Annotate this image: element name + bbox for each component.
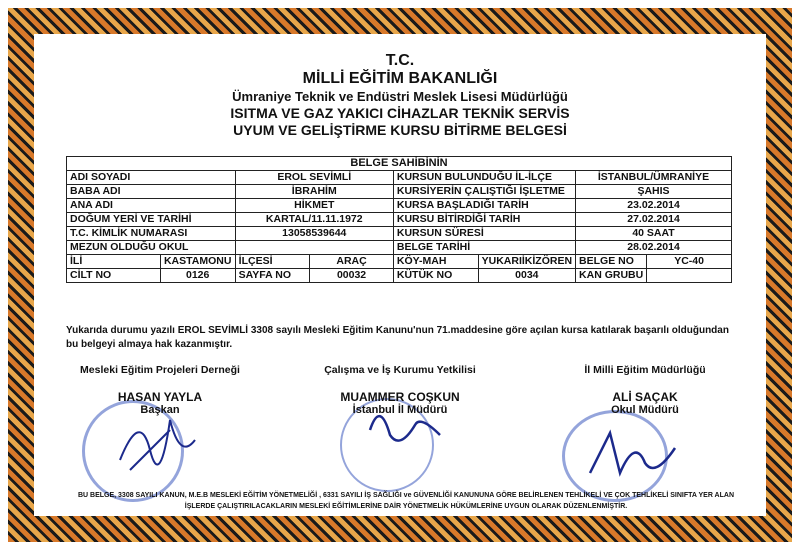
field-label: ADI SOYADI <box>67 171 236 185</box>
field-label: KÖY-MAH <box>393 255 478 269</box>
header-school: Ümraniye Teknik ve Endüstri Meslek Lisesi Müdürlüğü <box>232 89 568 104</box>
field-label: KURSU BİTİRDİĞİ TARİH <box>393 213 575 227</box>
field-label: BABA ADI <box>67 185 236 199</box>
field-value: 00032 <box>310 269 394 283</box>
field-value: ARAÇ <box>310 255 394 269</box>
field-value: YC-40 <box>647 255 732 269</box>
legal-footer <box>66 490 746 512</box>
footer-line: BU BELGE, 3308 SAYILI KANUN, M.E.B MESLEKİ EĞİTİM YÖNETMELİĞİ , 6331 SAYILI İŞ SAĞLIĞI ve GÜVENLİĞİ KANUNUNA GÖRE BELİRLENEN TEHLİKELİ VE ÇOK TEHLİKELİ SINIFTA YER ALAN <box>77 492 734 499</box>
signature-role: Okul Müdürü <box>611 404 679 416</box>
field-label: CİLT NO <box>67 269 161 283</box>
field-value: ŞAHIS <box>576 185 732 199</box>
table-row <box>67 269 732 283</box>
signature-block-education-directorate <box>560 364 730 416</box>
field-label: BELGE TARİHİ <box>393 241 575 255</box>
field-value: HİKMET <box>235 199 393 213</box>
signature-role: Başkan <box>140 404 180 416</box>
field-value: İBRAHİM <box>235 185 393 199</box>
field-label: KURSİYERİN ÇALIŞTIĞI İŞLETME <box>393 185 575 199</box>
field-value: 40 SAAT <box>576 227 732 241</box>
field-label: MEZUN OLDUĞU OKUL <box>67 241 236 255</box>
field-value: 23.02.2014 <box>576 199 732 213</box>
holder-info-table <box>66 156 732 283</box>
table-row <box>67 255 732 269</box>
signature-name: ALİ SAÇAK <box>612 390 678 404</box>
field-label: İLİ <box>67 255 161 269</box>
field-label: KAN GRUBU <box>576 269 647 283</box>
field-label: KURSUN SÜRESİ <box>393 227 575 241</box>
header-ministry: MİLLİ EĞİTİM BAKANLIĞI <box>302 70 498 87</box>
section-title: BELGE SAHİBİNİN <box>67 157 732 171</box>
field-value: 0034 <box>478 269 575 283</box>
signature-title: Mesleki Eğitim Projeleri Derneği <box>80 364 240 376</box>
certificate-statement <box>66 324 746 352</box>
signature-ali-sacak <box>580 418 680 488</box>
footer-line: İŞLERDE ÇALIŞTIRILACAKLARIN MESLEKİ EĞİTİMLERİNE DAİR YÖNETMELİK HÜKÜMLERİNE UYGUN OLARAK DÜZENLENMİŞTİR. <box>184 503 628 510</box>
header-course-name: ISITMA VE GAZ YAKICI CİHAZLAR TEKNİK SERVİS <box>230 105 570 121</box>
header-certificate-title: UYUM VE GELİŞTİRME KURSU BİTİRME BELGESİ <box>233 122 567 138</box>
field-label: KURSA BAŞLADIĞI TARİH <box>393 199 575 213</box>
field-label: SAYFA NO <box>235 269 310 283</box>
field-label: BELGE NO <box>576 255 647 269</box>
header-tc: T.C. <box>385 52 415 69</box>
field-label: T.C. KİMLİK NUMARASI <box>67 227 236 241</box>
signature-title: İl Milli Eğitim Müdürlüğü <box>584 364 706 376</box>
field-value <box>235 241 393 255</box>
table-row <box>67 199 732 213</box>
signature-name: HASAN YAYLA <box>117 390 203 404</box>
field-value: İSTANBUL/ÜMRANİYE <box>576 171 732 185</box>
field-value: EROL SEVİMLİ <box>235 171 393 185</box>
certificate-header <box>0 52 800 139</box>
field-label: DOĞUM YERİ VE TARİHİ <box>67 213 236 227</box>
table-row <box>67 171 732 185</box>
field-value: 28.02.2014 <box>576 241 732 255</box>
table-row <box>67 227 732 241</box>
field-value: YUKARIİKİZÖREN <box>478 255 575 269</box>
field-label: İLÇESİ <box>235 255 310 269</box>
signature-role: İstanbul İl Müdürü <box>352 404 448 416</box>
signature-block-association <box>70 364 250 416</box>
field-value: KASTAMONU <box>160 255 235 269</box>
signature-block-labor-office <box>300 364 500 416</box>
field-value: KARTAL/11.11.1972 <box>235 213 393 227</box>
field-label: KÜTÜK NO <box>393 269 478 283</box>
signature-title: Çalışma ve İş Kurumu Yetkilisi <box>324 364 476 376</box>
signature-name: MUAMMER COŞKUN <box>340 390 460 404</box>
field-value: 13058539644 <box>235 227 393 241</box>
field-value <box>647 269 732 283</box>
table-row <box>67 241 732 255</box>
field-label: KURSUN BULUNDUĞU İL-İLÇE <box>393 171 575 185</box>
field-value: 27.02.2014 <box>576 213 732 227</box>
statement-line: Yukarıda durumu yazılı EROL SEVİMLİ 3308 sayılı Mesleki Eğitim Kanunu'nun 71.maddesine göre açılan kursa katılarak başarılı olduğundan <box>66 325 729 336</box>
field-value: 0126 <box>160 269 235 283</box>
table-row <box>67 213 732 227</box>
table-row <box>67 185 732 199</box>
statement-line: bu belgeyi almaya hak kazanmıştır. <box>66 339 233 350</box>
field-label: ANA ADI <box>67 199 236 213</box>
